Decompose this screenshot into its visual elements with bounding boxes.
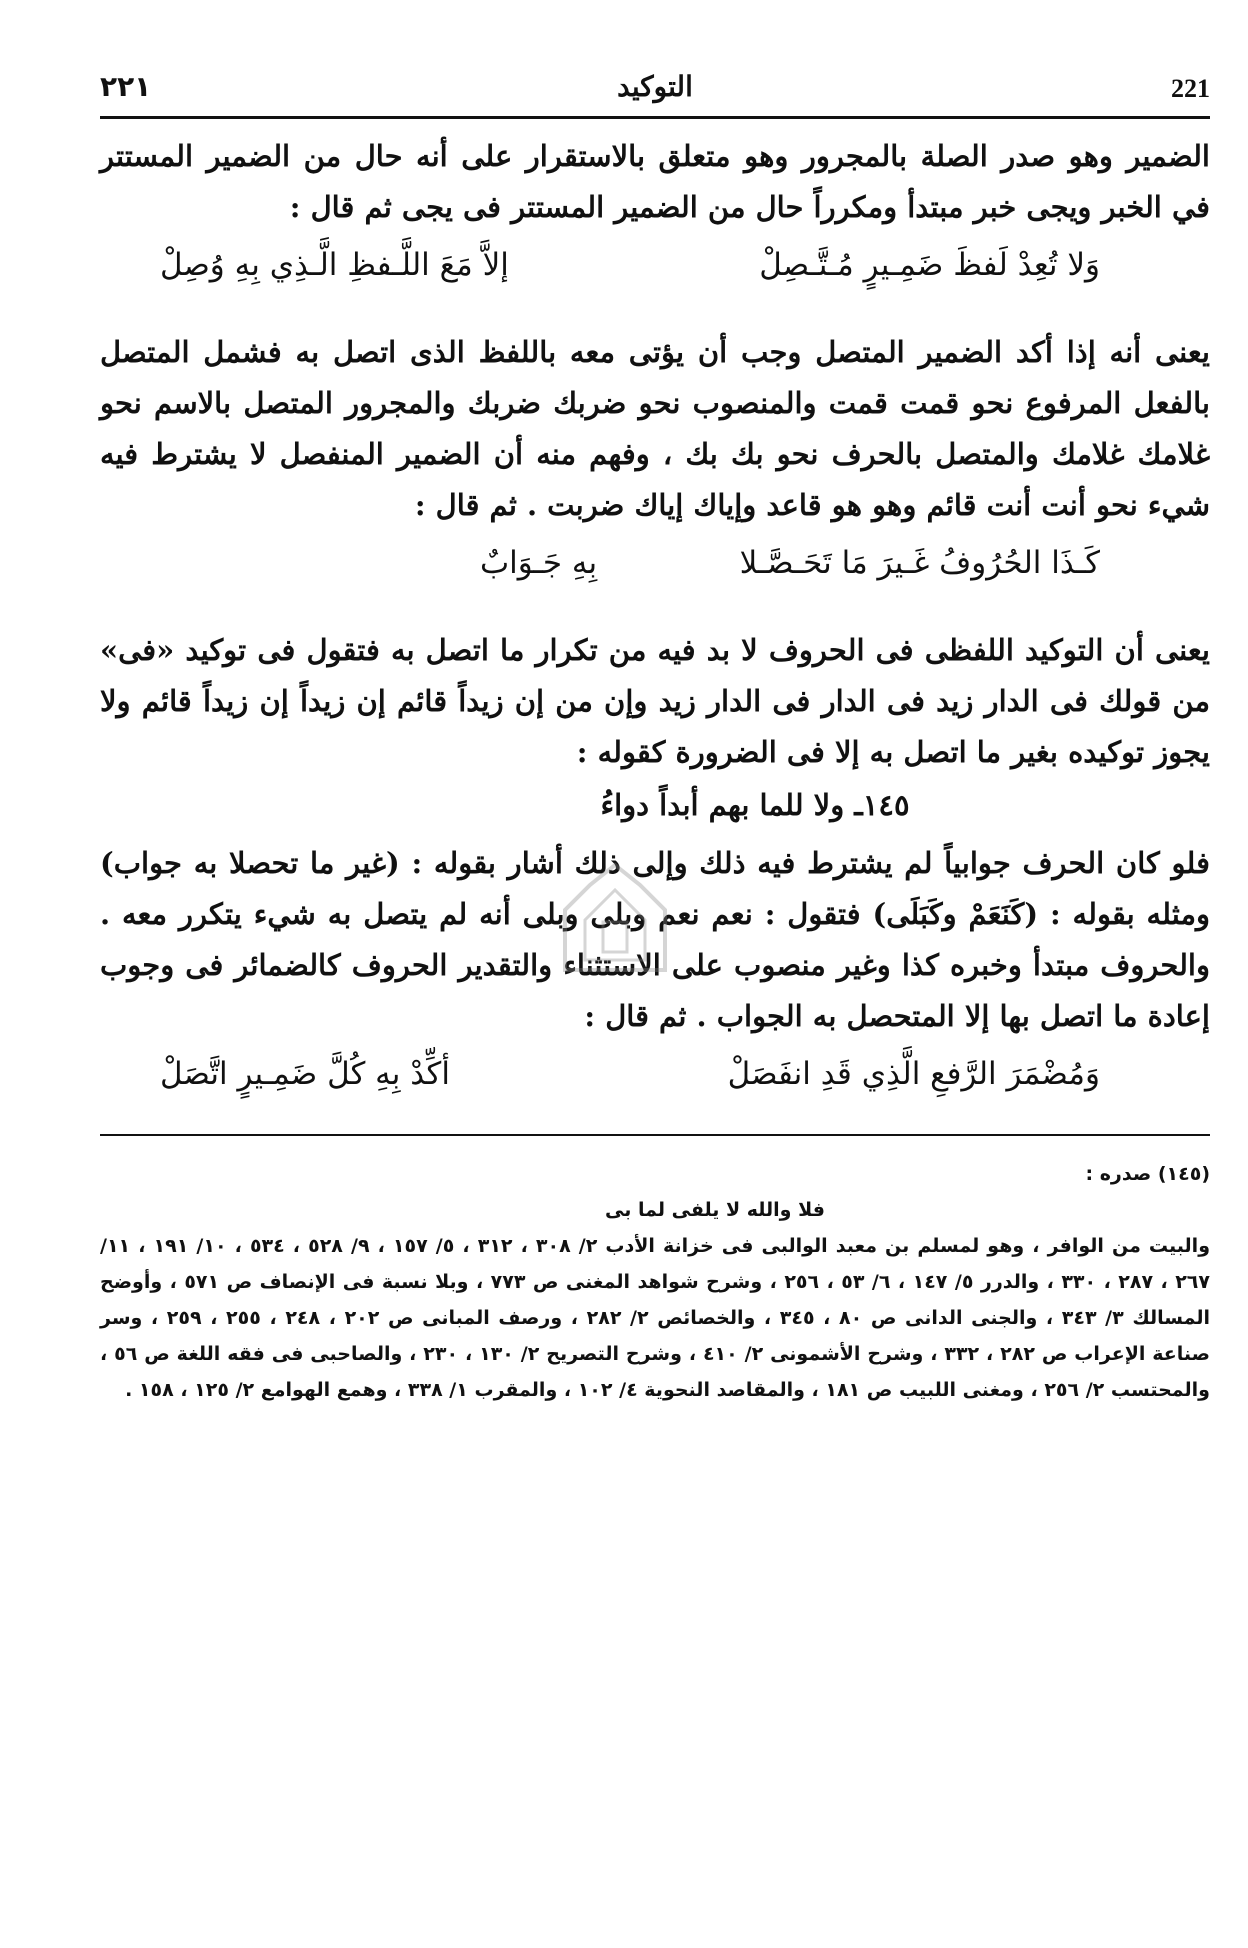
verse-1 bbox=[100, 247, 1210, 311]
page-number-latin: 221 bbox=[1171, 74, 1210, 103]
running-header bbox=[100, 70, 1210, 119]
book-page bbox=[100, 70, 1210, 1408]
paragraph-3: يعنى أن التوكيد اللفظى فى الحروف لا بد فيه من تكرار ما اتصل به فتقول فى توكيد «فى» من قولك فى الدار زيد فى الدار فى الدار زيد وإن من إن زيداً قائم إن زيداً إن زيداً قائم ولا يجوز توكيده بغير ما اتصل به إلا فى الضرورة كقوله : bbox=[100, 633, 1210, 769]
footnote-label: (١٤٥) صدره : bbox=[1085, 1163, 1210, 1185]
verse-1-hemistich-1: وَلا تُعِدْ لَفظَ ضَمِـيرٍ مُـتَّـصِلْ bbox=[759, 247, 1100, 283]
page-number-arabic: ٢٢١ bbox=[100, 70, 152, 103]
running-title: التوكيد bbox=[617, 70, 693, 103]
paragraph-2: يعنى أنه إذا أكد الضمير المتصل وجب أن يؤتى معه باللفظ الذى اتصل به فشمل المتصل بالفعل المرفوع نحو قمت قمت والمنصوب نحو ضربك ضربك والمجرور المتصل بالاسم نحو غلامك غلامك والمتصل بالحرف نحو بك بك ، وفهم منه أن الضمير المنفصل لا يشترط فيه شيء نحو أنت أنت قائم وهو هو قاعد وإياك إياك ضربت . ثم قال : bbox=[100, 335, 1210, 522]
verse-3-hemistich-1: وَمُضْمَرَ الرَّفعِ الَّذِي قَدِ انفَصَلْ bbox=[727, 1056, 1100, 1092]
paragraph-4: فلو كان الحرف جوابياً لم يشترط فيه ذلك وإلى ذلك أشار بقوله : (غير ما تحصلا به جواب) ومثله بقوله : (كَنَعَمْ وكَبَلَى) فتقول : نعم نعم وبلى وبلى أنه لم يتصل به شيء يتكرر معه . والحروف مبتدأ وخبره كذا وغير منصوب على الاستثناء والتقدير الحروف كالضمائر فى وجوب إعادة ما اتصل بها إلا المتحصل به الجواب . ثم قال : bbox=[100, 846, 1210, 1033]
footnote-verse: فلا والله لا يلفى لما بى bbox=[605, 1199, 825, 1221]
footnote-text: والبيت من الوافر ، وهو لمسلم بن معبد الوالبى فى خزانة الأدب ٢/ ٣٠٨ ، ٣١٢ ، ٥/ ١٥٧ ، ٩/ ٥٢٨ ، ٥٣٤ ، ١٠/ ١٩١ ، ١١/ ٢٦٧ ، ٢٨٧ ، ٣٣٠ ، والدرر ٥/ ١٤٧ ، ٦/ ٥٣ ، ٢٥٦ ، وشرح شواهد المغنى ص ٧٧٣ ، وبلا نسبة فى الإنصاف ص ٥٧١ ، وأوضح المسالك ٣/ ٣٤٣ ، والجنى الدانى ص ٨٠ ، ٣٤٥ ، والخصائص ٢/ ٢٨٢ ، ورصف المبانى ص ٢٠٢ ، ٢٤٨ ، ٢٥٥ ، ٢٥٩ ، وسر صناعة الإعراب ص ٢٨٢ ، ٣٣٢ ، وشرح الأشمونى ٢/ ٤١٠ ، وشرح التصريح ٢/ ١٣٠ ، ٢٣٠ ، والصاحبى فى فقه اللغة ص ٥٦ ، والمحتسب ٢/ ٢٥٦ ، ومغنى اللبيب ص ١٨١ ، والمقاصد النحوية ٤/ ١٠٢ ، والمقرب ١/ ٣٣٨ ، وهمع الهوامع ٢/ ١٢٥ ، ١٥٨ . bbox=[100, 1235, 1211, 1401]
verse-2-hemistich-2: بِهِ جَـوَابٌ bbox=[480, 545, 598, 581]
verse-1-hemistich-2: إلاَّ مَعَ اللَّـفظِ الَّـذِي بِهِ وُصِلْ bbox=[160, 247, 509, 283]
paragraph-1: الضمير وهو صدر الصلة بالمجرور وهو متعلق بالاستقرار على أنه حال من الضمير المستتر في الخبر ويجى خبر مبتدأ ومكرراً حال من الضمير المستتر فى يجى ثم قال : bbox=[100, 139, 1210, 224]
shahid-verse-145: ١٤٥ـ ولا للما بهم أبداً دواءُ bbox=[600, 788, 910, 822]
verse-3-hemistich-2: أكِّدْ بِهِ كُلَّ ضَمِـيرٍ اتَّصَلْ bbox=[160, 1056, 450, 1092]
footnote-separator bbox=[100, 1134, 1210, 1136]
verse-2 bbox=[100, 545, 1210, 609]
verse-3 bbox=[100, 1056, 1210, 1120]
verse-2-hemistich-1: كَـذَا الحُرُوفُ غَـيرَ مَا تَحَـصَّـلا bbox=[739, 545, 1100, 581]
library-watermark-icon bbox=[545, 860, 685, 980]
